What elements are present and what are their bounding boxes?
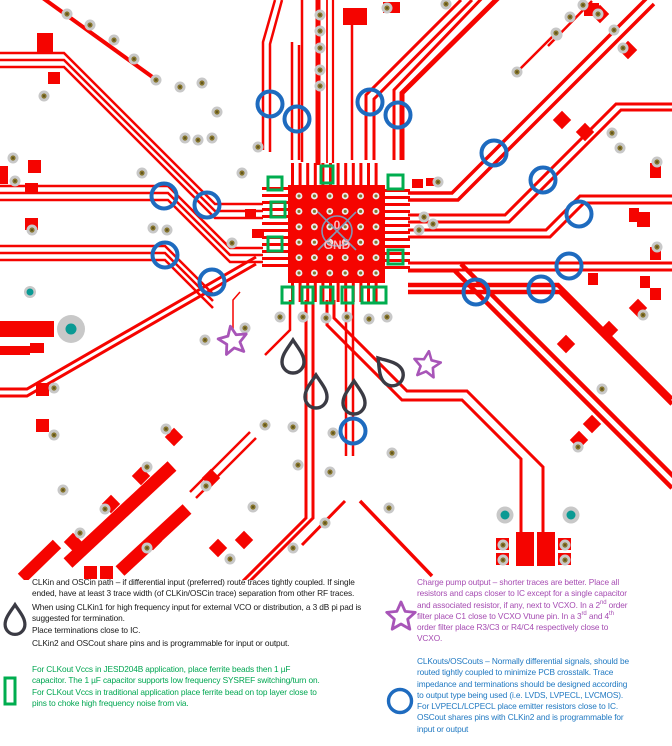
pcb-trace	[68, 466, 172, 563]
ic-thermal-via-hole	[374, 271, 377, 274]
via-dot	[279, 316, 281, 318]
note-clkouts-oscouts: CLKouts/OSCouts – Normally differential signals, should be routed tightly coupled to minimize PCB crosstalk. Trace impedance and terminations should be designed according to output type being used (i.e. LVDS, LVPECL, LVCMOS). For LVPECL/LCPECL place emitter resistors close to IC. OSCout shares pins with CLKin2 and is programmable for input or output	[417, 656, 629, 734]
charge-pump-star-marker	[412, 349, 442, 378]
via-dot	[613, 29, 615, 31]
via-dot	[146, 466, 148, 468]
via-dot	[656, 161, 658, 163]
ic-pin-right	[385, 210, 410, 213]
ic-thermal-via-hole	[328, 256, 331, 259]
via-dot	[437, 181, 439, 183]
via-dot	[611, 132, 613, 134]
via-dot	[155, 79, 157, 81]
ic-thermal-via-hole	[344, 225, 347, 228]
ic-thermal-via-hole	[359, 194, 362, 197]
ic-pin-top	[359, 163, 362, 185]
via-dot	[201, 82, 203, 84]
pcb-trace	[334, 300, 543, 533]
ic-pin-top	[337, 163, 340, 185]
pcb-pad	[0, 321, 54, 337]
pcb-pad	[0, 166, 8, 184]
via-dot	[555, 32, 557, 34]
via-dot	[368, 318, 370, 320]
ic-pin-left	[262, 194, 288, 197]
ic-pin-top	[367, 163, 370, 185]
note-clkout-vccs: For CLKout Vccs in JESD204B application, place ferrite beads then 1 µF capacitor. The 1 µF capacitor supports low frequency SYSREF switching/turn on. For CLKout Vccs in traditional application place ferrite bead on top layer close to pins to choke high frequency noise from via.	[32, 664, 320, 708]
ic-pin-right	[385, 238, 410, 241]
via-dot	[166, 229, 168, 231]
ic-pin-top	[344, 163, 347, 185]
ic-thermal-via-hole	[374, 256, 377, 259]
via-dot	[244, 327, 246, 329]
ic-thermal-via-hole	[374, 225, 377, 228]
ic-pin-right	[385, 203, 410, 206]
via-dot	[264, 424, 266, 426]
ic-pin-top	[291, 163, 294, 185]
ic-thermal-via-hole	[359, 271, 362, 274]
ic-thermal-via-hole	[374, 194, 377, 197]
via-dot	[597, 13, 599, 15]
ic-pin-top	[299, 163, 302, 185]
ic-pin-right	[385, 224, 410, 227]
ic-pin-top	[352, 163, 355, 185]
via-dot	[325, 317, 327, 319]
via-dot	[577, 446, 579, 448]
mounting-hole-teal-center	[501, 511, 510, 520]
via-dot	[564, 559, 566, 561]
via-dot	[292, 547, 294, 549]
via-dot	[619, 147, 621, 149]
pcb-pad	[28, 160, 41, 173]
pcb-trace	[270, 0, 282, 152]
fiducial-label-zero: 0	[333, 218, 341, 232]
via-dot	[53, 434, 55, 436]
via-dot	[211, 137, 213, 139]
pcb-pad	[588, 273, 598, 285]
via-dot	[502, 544, 504, 546]
ferrite-bead-pin-highlight	[342, 287, 353, 303]
pcb-pad	[650, 288, 661, 300]
pcb-pad	[245, 209, 256, 218]
via-dot	[252, 506, 254, 508]
via-dot	[388, 507, 390, 509]
pcb-pad	[640, 276, 650, 288]
via-dot	[179, 86, 181, 88]
via-dot	[324, 522, 326, 524]
via-dot	[146, 547, 148, 549]
via-dot	[569, 16, 571, 18]
pcb-pad	[48, 72, 60, 84]
via-dot	[89, 24, 91, 26]
pcb-trace	[0, 67, 263, 218]
pcb-diamond-pad	[209, 539, 227, 557]
pcb-trace	[402, 0, 499, 160]
via-dot	[319, 85, 321, 87]
ic-pin-top	[314, 163, 317, 185]
via-dot	[564, 544, 566, 546]
ic-thermal-via-hole	[344, 271, 347, 274]
via-dot	[216, 111, 218, 113]
pcb-trace	[190, 432, 250, 492]
ic-thermal-via-hole	[297, 256, 300, 259]
pcb-pad	[629, 208, 639, 222]
ic-thermal-via-hole	[313, 194, 316, 197]
pcb-pad	[0, 346, 30, 355]
via-dot	[329, 471, 331, 473]
ic-pin-right	[385, 231, 410, 234]
ic-pin-top	[375, 163, 378, 185]
ic-thermal-via-hole	[313, 241, 316, 244]
mounting-hole-teal-center	[27, 289, 34, 296]
via-dot	[184, 137, 186, 139]
clkout-annotation-circle	[557, 254, 582, 279]
ic-thermal-via-hole	[328, 271, 331, 274]
pcb-pad	[36, 419, 49, 432]
via-dot	[297, 464, 299, 466]
ic-thermal-via-hole	[344, 194, 347, 197]
clkout-annotation-circle	[567, 202, 592, 227]
pcb-diamond-pad	[553, 111, 571, 129]
via-dot	[319, 47, 321, 49]
ic-thermal-via-hole	[313, 210, 316, 213]
via-dot	[165, 428, 167, 430]
ic-thermal-via-hole	[359, 256, 362, 259]
ic-thermal-via-hole	[328, 210, 331, 213]
ic-pin-left	[262, 229, 288, 232]
mounting-hole-teal-center	[66, 324, 77, 335]
via-dot	[113, 39, 115, 41]
ic-pin-right	[385, 245, 410, 248]
via-dot	[31, 229, 33, 231]
clkin-teardrop-marker	[282, 340, 304, 373]
ic-thermal-via-hole	[374, 241, 377, 244]
via-dot	[257, 146, 259, 148]
via-dot	[386, 7, 388, 9]
via-dot	[292, 426, 294, 428]
pcb-pad	[516, 532, 534, 566]
via-dot	[582, 4, 584, 6]
ic-thermal-via-hole	[344, 256, 347, 259]
pcb-trace	[247, 300, 313, 580]
ic-pin-right	[385, 266, 410, 269]
ic-thermal-via-hole	[359, 210, 362, 213]
pcb-pad	[30, 343, 44, 353]
via-dot	[62, 489, 64, 491]
ic-body	[288, 185, 385, 283]
pcb-trace	[265, 300, 290, 355]
teardrop-legend-icon	[1, 601, 29, 637]
via-dot	[319, 30, 321, 32]
ic-pin-top	[306, 163, 309, 185]
via-dot	[656, 246, 658, 248]
pcb-trace	[233, 292, 240, 330]
via-dot	[53, 387, 55, 389]
via-dot	[204, 339, 206, 341]
via-dot	[319, 69, 321, 71]
via-dot	[445, 3, 447, 5]
clkout-annotation-circle	[386, 103, 411, 128]
ic-pin-left	[262, 243, 288, 246]
pcb-trace	[22, 544, 57, 578]
via-dot	[302, 316, 304, 318]
clkin-teardrop-marker	[305, 375, 327, 408]
pcb-diamond-pad	[235, 531, 253, 549]
ic-thermal-via-hole	[328, 194, 331, 197]
ic-thermal-via-hole	[374, 210, 377, 213]
ic-pin-right	[385, 196, 410, 199]
ic-thermal-via-hole	[297, 271, 300, 274]
ic-thermal-via-hole	[344, 210, 347, 213]
via-dot	[502, 559, 504, 561]
via-dot	[66, 13, 68, 15]
via-dot	[104, 508, 106, 510]
ic-pin-left	[262, 222, 288, 225]
ic-thermal-via-hole	[297, 194, 300, 197]
via-dot	[516, 71, 518, 73]
clkout-annotation-circle	[529, 277, 554, 302]
pcb-pad	[37, 33, 53, 53]
via-dot	[241, 172, 243, 174]
via-dot	[622, 47, 624, 49]
ferrite-bead-pin-highlight	[388, 175, 403, 189]
via-dot	[432, 223, 434, 225]
via-dot	[346, 316, 348, 318]
clkout-annotation-circle	[285, 107, 310, 132]
pcb-trace	[517, 33, 556, 72]
via-dot	[418, 229, 420, 231]
clkout-annotation-circle	[358, 90, 383, 115]
via-dot	[386, 316, 388, 318]
green-rect-legend-icon	[2, 676, 20, 707]
via-dot	[332, 432, 334, 434]
via-dot	[141, 172, 143, 174]
ic-thermal-via-hole	[313, 271, 316, 274]
ic-pin-left	[262, 257, 288, 260]
pcb-diamond-pad	[557, 335, 575, 353]
pcb-pad	[36, 383, 49, 396]
ic-thermal-via-hole	[297, 210, 300, 213]
ic-pin-left	[262, 264, 288, 267]
note-clkin-oscin-path: CLKin and OSCin path – if differential input (preferred) route traces tightly coupled. If single ended, have at least 3 trace width (of CLKin/OSCin trace) separation from other RF traces. When using CLKin1 for high frequency input for external VCO or distribution, a 3 dB pi pad is suggested for termination. Place terminations close to IC. CLKin2 and OSCout share pins and is programmable for input or output.	[32, 577, 362, 649]
via-dot	[43, 95, 45, 97]
via-dot	[642, 314, 644, 316]
pcb-trace	[40, 0, 158, 81]
pcb-pad	[412, 179, 423, 188]
ic-thermal-via-hole	[359, 225, 362, 228]
via-dot	[231, 242, 233, 244]
via-dot	[205, 485, 207, 487]
via-dot	[79, 532, 81, 534]
ic-thermal-via-hole	[313, 256, 316, 259]
via-dot	[319, 14, 321, 16]
pcb-pad	[25, 183, 38, 194]
ic-pin-bottom	[337, 283, 340, 302]
via-dot	[601, 388, 603, 390]
ic-thermal-via-hole	[313, 225, 316, 228]
via-dot	[229, 558, 231, 560]
via-dot	[12, 157, 14, 159]
mounting-hole-teal-center	[567, 511, 576, 520]
pcb-pad	[537, 532, 555, 566]
note-charge-pump-output: Charge pump output – shorter traces are better. Place all resistors and caps closer to IC except for a single capacitor and associated resistor, if any, next to VCXO. In a 2nd order filter place C1 close to VCXO Vtune pin. In a 3rd and 4th order filter place R3/C3 or R4/C4 respectively close to VCXO.	[417, 577, 628, 644]
via-dot	[152, 227, 154, 229]
ic-thermal-via-hole	[297, 241, 300, 244]
via-dot	[133, 58, 135, 60]
via-dot	[197, 139, 199, 141]
ic-thermal-via-hole	[359, 241, 362, 244]
fiducial-label-gnd: GND	[323, 238, 351, 252]
pcb-trace	[360, 501, 432, 576]
ic-thermal-via-hole	[297, 225, 300, 228]
via-dot	[391, 452, 393, 454]
via-dot	[14, 180, 16, 182]
via-dot	[423, 216, 425, 218]
pcb-pad	[343, 8, 367, 25]
ic-pin-right	[385, 217, 410, 220]
